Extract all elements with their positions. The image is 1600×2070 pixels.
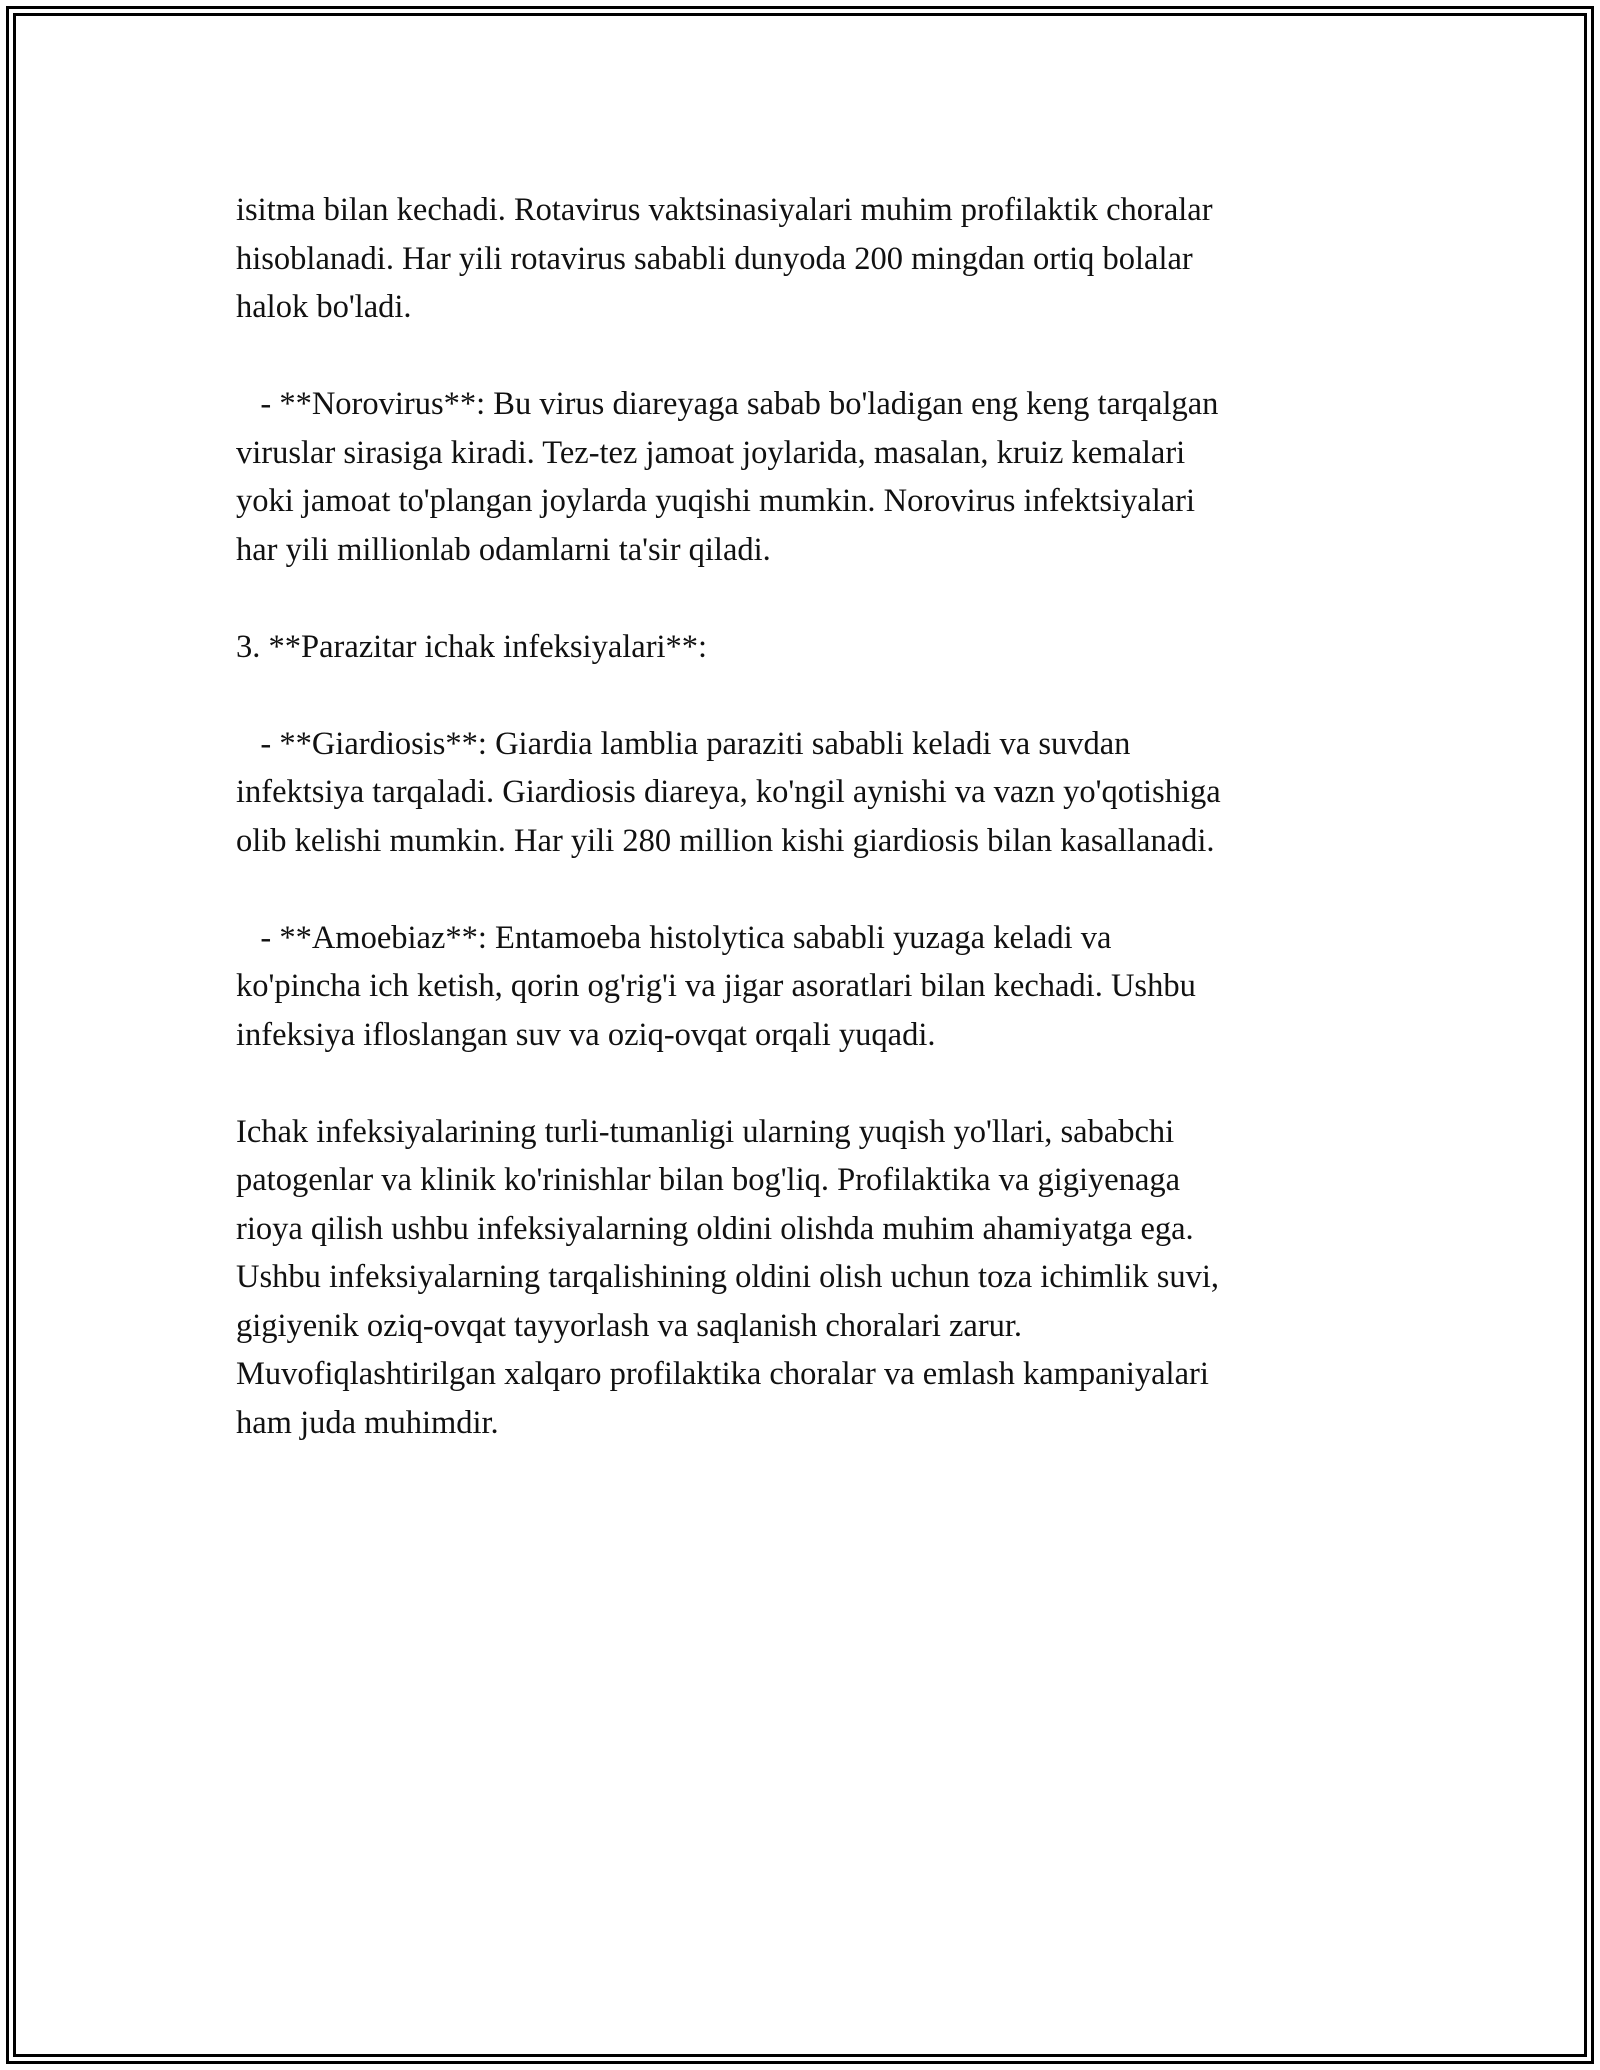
heading-parasitic-infections: 3. **Parazitar ichak infeksiyalari**: [236, 628, 708, 665]
paragraph-giardiosis: - **Giardiosis**: Giardia lamblia paraziti sababli keladi va suvdan infektsiya tarqaladi. Giardiosis diareya, ko'ngil aynishi va vazn yo'qotishiga olib kelishi mumkin. Har yili 280 million kishi giardiosis bilan kasallanadi. [236, 725, 1221, 859]
paragraph-spacer [236, 671, 1366, 720]
paragraph-norovirus: - **Norovirus**: Bu virus diareyaga sabab bo'ladigan eng keng tarqalgan viruslar sirasiga kiradi. Tez-tez jamoat joylarida, masalan, kruiz kemalari yoki jamoat to'plangan joylarda yuqishi mumkin. Norovirus infektsiyalari har yili millionlab odamlarni ta'sir qiladi. [236, 386, 1219, 568]
paragraph-amoebiaz: - **Amoebiaz**: Entamoeba histolytica sababli yuzaga keladi va ko'pincha ich ketish, qorin og'rig'i va jigar asoratlari bilan kechadi. Ushbu infeksiya ifloslangan suv va oziq-ovqat orqali yuqadi. [236, 919, 1196, 1053]
paragraph-spacer [236, 574, 1366, 623]
document-body [236, 186, 1366, 1447]
paragraph-spacer [236, 1059, 1366, 1108]
paragraph-rotavirus-continuation: isitma bilan kechadi. Rotavirus vaktsinasiyalari muhim profilaktik choralar hisoblanadi. Har yili rotavirus sababli dunyoda 200 mingdan ortiq bolalar halok bo'ladi. [236, 192, 1213, 325]
paragraph-spacer [236, 332, 1366, 381]
paragraph-conclusion: Ichak infeksiyalarining turli-tumanligi ularning yuqish yo'llari, sababchi patogenlar va klinik ko'rinishlar bilan bog'liq. Profilaktika va gigiyenaga rioya qilish ushbu infeksiyalarning oldini olishda muhim ahamiyatga ega. Ushbu infeksiyalarning tarqalishining oldini olish uchun toza ichimlik suvi, gigiyenik oziq-ovqat tayyorlash va saqlanish choralari zarur. Muvofiqlashtirilgan xalqaro profilaktika choralar va emlash kampaniyalari ham juda muhimdir. [236, 1113, 1219, 1441]
paragraph-spacer [236, 865, 1366, 914]
